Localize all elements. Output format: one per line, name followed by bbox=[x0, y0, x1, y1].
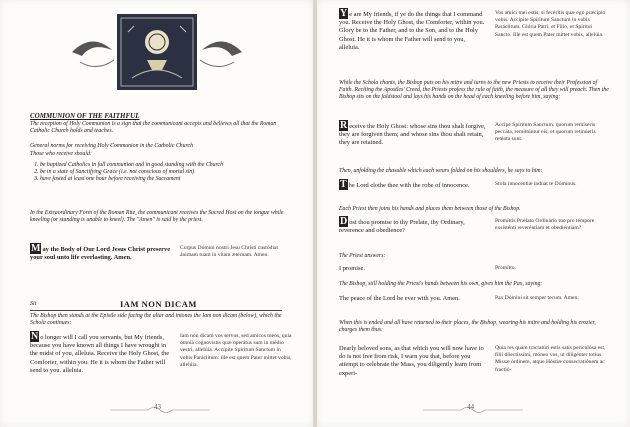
ornamental-illustration bbox=[72, 12, 242, 92]
norms-list bbox=[30, 162, 288, 184]
drop-cap: R bbox=[340, 120, 348, 131]
iam-non-dicam-text bbox=[30, 333, 292, 375]
section-rubric: The Bishop then stands at the Epistle side facing the altar and intones the Iam non dicam (below), which the Schola continues: bbox=[30, 313, 282, 327]
norm-item: 3. have fasted at least one hour before receiving the Sacrament bbox=[40, 176, 288, 183]
rubric-charge: When this is ended and all have returned to their places, the Bishop, wearing his mitre and holding his crozier, charges them thus: bbox=[339, 320, 596, 334]
right-page bbox=[317, 0, 630, 427]
rubric-chasuble: Then, unfolding the chasuble which each wears folded on his shoulders, he says to him: bbox=[339, 168, 543, 174]
rubric-priest-answers: The Priest answers: bbox=[339, 253, 386, 259]
receive-english: R eceive the Holy Ghost: whose sins thou shalt forgive, they are forgiven them; and whose sins thou shalt retain, they are retained. bbox=[339, 120, 486, 147]
extraordinary-text: In the Extraordinary Form of the Roman Rite, the communicant receives the Sacred Host on the tongue while kneeling (or standing is unable to kneel). The "Amen" is said by the priest. bbox=[30, 210, 284, 224]
norms-title: General norms for receiving Holy Communion in the Catholic Church bbox=[30, 143, 193, 149]
promise-question bbox=[339, 218, 609, 235]
answer-english: I promise. bbox=[339, 265, 365, 272]
drop-cap: Y bbox=[340, 8, 348, 19]
answer-latin: Promítto. bbox=[495, 265, 516, 271]
drop-cap: N bbox=[31, 331, 39, 342]
drop-cap: D bbox=[340, 216, 348, 227]
rubric-pax: The Bishop, still holding the Priest's hands between his own, gives him the Pax, saying: bbox=[339, 281, 543, 287]
section-heading: COMMUNION OF THE FAITHFUL bbox=[30, 112, 140, 120]
rubric-sit: Sit bbox=[30, 301, 37, 307]
innocence-text bbox=[339, 181, 609, 190]
iam-english: N o longer will I call you servants, but My friends, because you have known all things I have wrought in the midst of you, alleluia. Receive the Holy Ghost, the Comforter, within you. He it is whom the Father will send to you. alleluia. bbox=[30, 331, 170, 374]
innocence-latin: Stola innocéntiæ índuat te Dóminus. bbox=[495, 181, 577, 187]
communion-prayer bbox=[30, 245, 292, 262]
section-title: IAM NON DICAM bbox=[120, 299, 197, 309]
page-number: 43 bbox=[154, 403, 161, 411]
promise-latin: Promíttis Prælato Ordinário tuo pro témpore exsisténti reveréntiam et obediéntiam? bbox=[495, 218, 595, 232]
pax-latin: Pax Dómini sit semper tecum. Amen. bbox=[495, 295, 579, 301]
page-number: 44 bbox=[467, 403, 474, 411]
left-page bbox=[0, 0, 313, 427]
intro-text: The reception of Holy Communion is a sign that the communicant accepts and believes all that the Roman Catholic Church holds and teaches. bbox=[30, 121, 277, 135]
rubric-join-hands: Each Priest then joins his hands and places them between those of the Bishop. bbox=[339, 206, 521, 212]
innocence-english: T he Lord clothe thee with the robe of innocence. bbox=[340, 179, 470, 190]
friends-text bbox=[339, 10, 609, 52]
norm-item: 2. be in a state of Sanctifying Grace (i.e. not conscious of mortal sin) bbox=[40, 169, 288, 176]
pax-english: The peace of the Lord be ever with you. Amen. bbox=[339, 295, 460, 302]
receive-holy-ghost-text bbox=[339, 122, 609, 148]
charge-english: Dearly beloved sons, as that which you will now have to do is not free from risk, I warn you that, before you attempt to celebrate the Mass, you diligently learn from experi- bbox=[339, 345, 484, 377]
receive-latin: Accipe Spíritum Sanctum: quorum remíseris peccáta, remittúntur eis; et quorum retinúeris reténta sunt. bbox=[495, 122, 596, 143]
rubric-profession: While the Schola chants, the Bishop puts on his mitre and turns to the new Priests to receive their Profession of Faith. Reciting the Apostles' Creed, the Priests profess the rule of faith, the measure of all they will preach. Then the Bishop sits on the faldstool and lays his hands on the head of each kneeling before him, saying: bbox=[339, 80, 609, 101]
friends-english: Y e are My friends, if ye do the things that I command you. Receive the Holy Ghost, the Comforter, within you. Glory be to the Father, and to the Son, and to the Holy Ghost. He it is whom the Father will send to you, alleluia. bbox=[339, 8, 485, 51]
norm-item: 1. be baptized Catholics in full communion and in good standing with the Church bbox=[40, 162, 288, 169]
pax-text bbox=[339, 295, 609, 303]
charge-text bbox=[339, 345, 609, 378]
promise-answer bbox=[339, 265, 609, 273]
promise-english: D ost thou promise to thy Prelate, thy Ordinary, reverence and obedience? bbox=[339, 216, 465, 235]
drop-cap: M bbox=[31, 243, 41, 254]
prayer-latin: Corpus Dómini nostri Jesu Christi custódiat ánimam tuam in vitam ætérnam. Amen. bbox=[180, 245, 279, 259]
prayer-english: M ay the Body of Our Lord Jesus Christ preserve your soul unto life everlasting. Amen. bbox=[30, 243, 171, 262]
section-rule bbox=[30, 310, 282, 311]
iam-latin: Iam non dicam vos servos, sed amícos meos, quia ómnia cognovístis quæ operátus sum in médio vestri, allelúia. Accípite Spíritum Sanctum in vobis Paráclitum: ille est quem Pater mittet vobis, allelúia. bbox=[180, 333, 292, 368]
drop-cap: T bbox=[340, 179, 347, 190]
charge-latin: Quia res quam tractatúri estis satis periculósa est, fílii dilectíssimi, móneo vos, ut diligénter totíus Missæ órdinem, atque Hóstiæ consecratiónem ac fractió- bbox=[495, 345, 606, 373]
norms-subtitle: Those who receive should: bbox=[30, 151, 92, 157]
friends-latin: Vos amíci mei estis, si fecéritis quæ ego præcípio vobis. Accípite Spíritum Sanctum in vobis Paráclitum. Glória Patri, et Fílio, et Spirítui Sancto. Ille est quem Pater mittet vobis, allelúia. bbox=[495, 10, 606, 38]
